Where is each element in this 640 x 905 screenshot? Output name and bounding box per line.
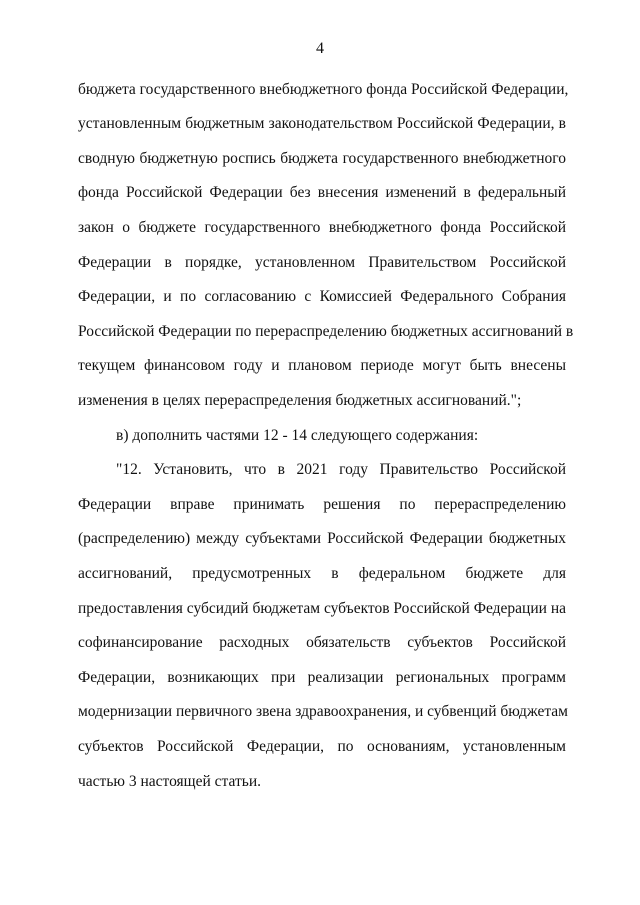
- text-line: ассигнований, предусмотренных в федеральном бюджете для: [78, 565, 566, 582]
- text-line: фонда Российской Федерации без внесения изменений в федеральный: [78, 184, 566, 201]
- text-line: частью 3 настоящей статьи.: [78, 773, 262, 790]
- text-line: сводную бюджетную роспись бюджета государственного внебюджетного: [78, 150, 566, 167]
- text-line: "12. Установить, что в 2021 году Правительство Российской: [116, 461, 566, 478]
- text-line: закон о бюджете государственного внебюджетного фонда Российской: [78, 219, 566, 236]
- text-line: Российской Федерации по перераспределению бюджетных ассигнований в: [78, 323, 574, 340]
- page-number: 4: [316, 40, 324, 57]
- text-line: изменения в целях перераспределения бюджетных ассигнований.";: [78, 392, 522, 409]
- text-line: Федерации, и по согласованию с Комиссией Федерального Собрания: [78, 288, 566, 305]
- text-line: предоставления субсидий бюджетам субъектов Российской Федерации на: [78, 600, 566, 617]
- text-line: Федерации вправе принимать решения по перераспределению: [78, 496, 566, 513]
- text-line: модернизации первичного звена здравоохранения, и субвенций бюджетам: [78, 703, 568, 720]
- text-line: субъектов Российской Федерации, по основаниям, установленным: [78, 738, 566, 755]
- text-line: софинансирование расходных обязательств субъектов Российской: [78, 634, 566, 651]
- text-line: в) дополнить частями 12 - 14 следующего содержания:: [116, 427, 479, 444]
- text-line: Федерации в порядке, установленном Правительством Российской: [78, 254, 566, 271]
- text-line: Федерации, возникающих при реализации региональных программ: [78, 669, 566, 686]
- text-line: текущем финансовом году и плановом периоде могут быть внесены: [78, 357, 566, 374]
- text-line: установленным бюджетным законодательством Российской Федерации, в: [78, 115, 566, 132]
- text-line: бюджета государственного внебюджетного фонда Российской Федерации,: [78, 81, 569, 98]
- text-line: (распределению) между субъектами Российской Федерации бюджетных: [78, 530, 566, 547]
